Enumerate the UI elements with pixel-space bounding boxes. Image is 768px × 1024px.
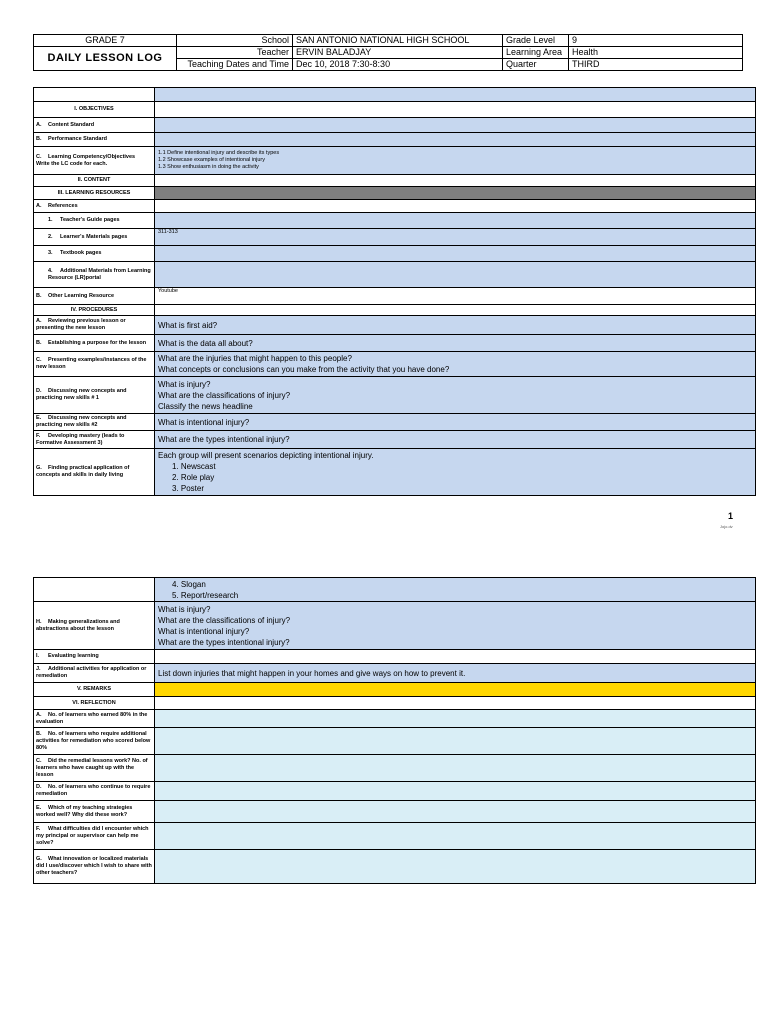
content-heading: II. CONTENT xyxy=(34,175,155,187)
school-value: SAN ANTONIO NATIONAL HIGH SCHOOL xyxy=(293,35,503,47)
dates-value: Dec 10, 2018 7:30-8:30 xyxy=(293,59,503,71)
ref-a-label: A. No. of learners who earned 80% in the evaluation xyxy=(34,710,155,728)
proc-i-label: I. Evaluating learning xyxy=(34,650,155,664)
header-table xyxy=(33,34,743,71)
proc-c-label: C. Presenting examples/instances of the new lesson xyxy=(34,352,155,377)
competency-label: C. Learning Competency/Objectives Write the LC code for each. xyxy=(34,147,155,175)
cont-value: 4. Slogan 5. Report/research xyxy=(155,578,756,602)
proc-h-label: H. Making generalizations and abstractions about the lesson xyxy=(34,602,155,650)
learning-area-value: Health xyxy=(569,47,743,59)
proc-b-label: B. Establishing a purpose for the lesson xyxy=(34,335,155,352)
ref-a-value xyxy=(155,710,756,728)
lesson-table-page1 xyxy=(33,87,756,496)
ref-g-value xyxy=(155,850,756,884)
lesson-table-page2 xyxy=(33,577,756,884)
ref-e-value xyxy=(155,801,756,823)
performance-standard-value xyxy=(155,133,756,147)
objectives-heading: I. OBJECTIVES xyxy=(34,102,155,118)
remarks-heading: V. REMARKS xyxy=(34,683,155,697)
reflection-value xyxy=(155,697,756,710)
proc-d-value: What is injury? What are the classifications of injury? Classify the news headline xyxy=(155,377,756,414)
learning-resources-value xyxy=(155,187,756,200)
textbook-label: 3. Textbook pages xyxy=(34,246,155,262)
content-standard-value xyxy=(155,118,756,133)
proc-f-value: What are the types intentional injury? xyxy=(155,431,756,449)
learning-area-label: Learning Area xyxy=(503,47,569,59)
proc-j-value: List down injuries that might happen in your homes and give ways on how to prevent it. xyxy=(155,664,756,683)
dates-label: Teaching Dates and Time xyxy=(177,59,293,71)
proc-j-label: J. Additional activities for application or remediation xyxy=(34,664,155,683)
quarter-label: Quarter xyxy=(503,59,569,71)
procedures-value xyxy=(155,305,756,316)
references-label: A. References xyxy=(34,200,155,213)
learning-resources-heading: III. LEARNING RESOURCES xyxy=(34,187,155,200)
teacher-value: ERVIN BALADJAY xyxy=(293,47,503,59)
ref-b-value xyxy=(155,728,756,755)
proc-f-label: F. Developing mastery (leads to Formative Assessment 3) xyxy=(34,431,155,449)
objectives-value xyxy=(155,102,756,118)
ref-b-label: B. No. of learners who require additional activities for remediation who scored below 80% xyxy=(34,728,155,755)
other-resource-value: Youtube xyxy=(155,288,756,305)
grade-level-label: Grade Level xyxy=(503,35,569,47)
blank-right xyxy=(155,88,756,102)
tg-pages-label: 1. Teacher's Guide pages xyxy=(34,213,155,229)
page-number: 1 xyxy=(728,511,734,521)
ref-f-value xyxy=(155,823,756,850)
proc-c-value: What are the injuries that might happen to this people? What concepts or conclusions can you make from the activity that you have done? xyxy=(155,352,756,377)
remarks-value xyxy=(155,683,756,697)
textbook-value xyxy=(155,246,756,262)
reflection-heading: VI. REFLECTION xyxy=(34,697,155,710)
ref-g-label: G. What innovation or localized materials did I use/discover which I wish to share with other teachers? xyxy=(34,850,155,884)
content-standard-label: A. Content Standard xyxy=(34,118,155,133)
other-resource-label: B. Other Learning Resource xyxy=(34,288,155,305)
proc-a-label: A. Reviewing previous lesson or presenting the new lesson xyxy=(34,316,155,335)
proc-h-value: What is injury? What are the classifications of injury? What is intentional injury? What are the types intentional injury? xyxy=(155,602,756,650)
lm-pages-label: 2. Learner's Materials pages xyxy=(34,229,155,246)
grade-level-value: 9 xyxy=(569,35,743,47)
proc-g-label: G. Finding practical application of concepts and skills in daily living xyxy=(34,449,155,496)
proc-i-value xyxy=(155,650,756,664)
procedures-heading: IV. PROCEDURES xyxy=(34,305,155,316)
proc-e-label: E. Discussing new concepts and practicing new skills #2 xyxy=(34,414,155,431)
additional-materials-label: 4. Additional Materials from Learning Resource (LR)portal xyxy=(34,262,155,288)
ref-e-label: E. Which of my teaching strategies worked well? Why did these work? xyxy=(34,801,155,823)
ref-f-label: F. What difficulties did I encounter which my principal or supervisor can help me solve? xyxy=(34,823,155,850)
ref-d-value xyxy=(155,782,756,801)
blank-left xyxy=(34,88,155,102)
dll-title: DAILY LESSON LOG xyxy=(34,47,177,71)
proc-a-value: What is first aid? xyxy=(155,316,756,335)
ref-c-value xyxy=(155,755,756,782)
proc-d-label: D. Discussing new concepts and practicing new skills # 1 xyxy=(34,377,155,414)
grade-label: GRADE 7 xyxy=(34,35,177,47)
competency-value: 1.1 Define intentional injury and describe its types 1.2 Showcase examples of intentional injury 1.3 Show enthusiasm in doing the activity xyxy=(155,147,756,175)
references-value xyxy=(155,200,756,213)
ref-c-label: C. Did the remedial lessons work? No. of learners who have caught up with the lesson xyxy=(34,755,155,782)
quarter-value: THIRD xyxy=(569,59,743,71)
tg-pages-value xyxy=(155,213,756,229)
proc-g-value: Each group will present scenarios depicting intentional injury. 1. Newscast 2. Role play 3. Poster xyxy=(155,449,756,496)
proc-e-value: What is intentional injury? xyxy=(155,414,756,431)
proc-b-value: What is the data all about? xyxy=(155,335,756,352)
school-label: School xyxy=(177,35,293,47)
page-footer-mark: Jojo.dv xyxy=(720,524,733,529)
cont-left xyxy=(34,578,155,602)
ref-d-label: D. No. of learners who continue to require remediation xyxy=(34,782,155,801)
teacher-label: Teacher xyxy=(177,47,293,59)
performance-standard-label: B. Performance Standard xyxy=(34,133,155,147)
additional-materials-value xyxy=(155,262,756,288)
content-value xyxy=(155,175,756,187)
lm-pages-value: 311-313 xyxy=(155,229,756,246)
